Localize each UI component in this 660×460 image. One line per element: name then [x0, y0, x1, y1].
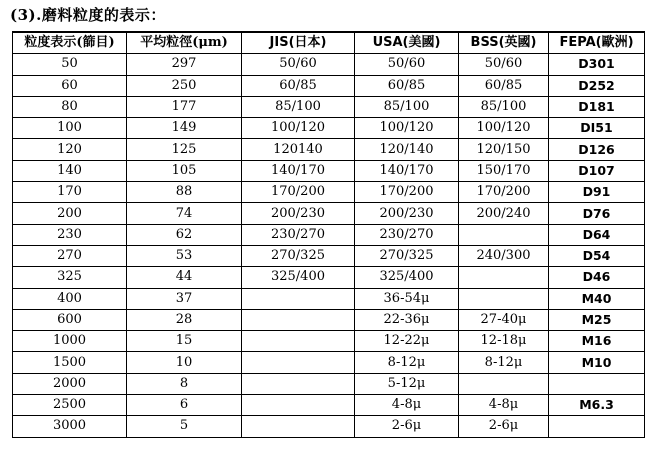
table-row — [13, 182, 645, 203]
cell-jis: 50/60 — [242, 54, 355, 75]
table-body — [13, 54, 645, 437]
cell-avg-diameter: 5 — [127, 416, 242, 437]
header-usa: USA(美國) — [355, 32, 459, 54]
header-jis: JIS(日本) — [242, 32, 355, 54]
cell-grit-mesh: 2000 — [13, 373, 127, 394]
cell-jis: 200/230 — [242, 203, 355, 224]
cell-usa: 5-12μ — [355, 373, 459, 394]
cell-jis — [242, 352, 355, 373]
cell-fepa: M16 — [549, 331, 645, 352]
cell-usa: 36-54μ — [355, 288, 459, 309]
cell-bss — [459, 267, 549, 288]
section-heading: (3).磨料粒度的表示： — [10, 6, 166, 24]
cell-jis — [242, 416, 355, 437]
cell-fepa: D91 — [549, 182, 645, 203]
cell-fepa: D64 — [549, 224, 645, 245]
table-row — [13, 118, 645, 139]
cell-avg-diameter: 28 — [127, 309, 242, 330]
cell-grit-mesh: 170 — [13, 182, 127, 203]
cell-usa: 140/170 — [355, 160, 459, 181]
table-row — [13, 267, 645, 288]
table-row — [13, 160, 645, 181]
cell-usa: 85/100 — [355, 96, 459, 117]
cell-avg-diameter: 8 — [127, 373, 242, 394]
cell-grit-mesh: 1000 — [13, 331, 127, 352]
table-row — [13, 288, 645, 309]
table-row — [13, 139, 645, 160]
cell-avg-diameter: 53 — [127, 245, 242, 266]
cell-usa: 12-22μ — [355, 331, 459, 352]
header-grit-mesh: 粒度表示(篩目) — [13, 32, 127, 54]
cell-fepa: D181 — [549, 96, 645, 117]
cell-jis: 120140 — [242, 139, 355, 160]
cell-fepa: M10 — [549, 352, 645, 373]
cell-fepa: D301 — [549, 54, 645, 75]
cell-avg-diameter: 62 — [127, 224, 242, 245]
cell-usa: 170/200 — [355, 182, 459, 203]
header-bss: BSS(英國) — [459, 32, 549, 54]
cell-fepa: M40 — [549, 288, 645, 309]
cell-jis — [242, 309, 355, 330]
table-row — [13, 96, 645, 117]
cell-bss: 200/240 — [459, 203, 549, 224]
cell-bss: 8-12μ — [459, 352, 549, 373]
cell-fepa: DI51 — [549, 118, 645, 139]
cell-usa: 120/140 — [355, 139, 459, 160]
cell-grit-mesh: 200 — [13, 203, 127, 224]
cell-usa: 4-8μ — [355, 395, 459, 416]
cell-avg-diameter: 37 — [127, 288, 242, 309]
cell-jis — [242, 288, 355, 309]
table-row — [13, 309, 645, 330]
cell-grit-mesh: 2500 — [13, 395, 127, 416]
cell-usa: 230/270 — [355, 224, 459, 245]
cell-grit-mesh: 3000 — [13, 416, 127, 437]
cell-avg-diameter: 177 — [127, 96, 242, 117]
cell-bss — [459, 288, 549, 309]
cell-bss: 170/200 — [459, 182, 549, 203]
cell-bss: 12-18μ — [459, 331, 549, 352]
cell-avg-diameter: 15 — [127, 331, 242, 352]
cell-usa: 22-36μ — [355, 309, 459, 330]
cell-bss: 60/85 — [459, 75, 549, 96]
cell-jis: 270/325 — [242, 245, 355, 266]
cell-usa: 8-12μ — [355, 352, 459, 373]
cell-usa: 60/85 — [355, 75, 459, 96]
table-row — [13, 245, 645, 266]
cell-avg-diameter: 250 — [127, 75, 242, 96]
cell-bss: 27-40μ — [459, 309, 549, 330]
cell-grit-mesh: 60 — [13, 75, 127, 96]
cell-grit-mesh: 140 — [13, 160, 127, 181]
cell-fepa: D76 — [549, 203, 645, 224]
table-row — [13, 224, 645, 245]
header-fepa: FEPA(歐洲) — [549, 32, 645, 54]
cell-fepa: M25 — [549, 309, 645, 330]
cell-grit-mesh: 400 — [13, 288, 127, 309]
cell-avg-diameter: 6 — [127, 395, 242, 416]
grit-size-table — [12, 31, 645, 438]
cell-jis — [242, 331, 355, 352]
cell-bss — [459, 373, 549, 394]
table-row — [13, 395, 645, 416]
cell-bss: 150/170 — [459, 160, 549, 181]
cell-grit-mesh: 600 — [13, 309, 127, 330]
cell-avg-diameter: 44 — [127, 267, 242, 288]
cell-grit-mesh: 325 — [13, 267, 127, 288]
header-row — [13, 32, 645, 54]
cell-bss: 240/300 — [459, 245, 549, 266]
cell-usa: 200/230 — [355, 203, 459, 224]
cell-jis: 170/200 — [242, 182, 355, 203]
cell-usa: 100/120 — [355, 118, 459, 139]
cell-grit-mesh: 80 — [13, 96, 127, 117]
cell-jis: 140/170 — [242, 160, 355, 181]
cell-bss: 4-8μ — [459, 395, 549, 416]
cell-grit-mesh: 120 — [13, 139, 127, 160]
cell-fepa: D107 — [549, 160, 645, 181]
table-header — [13, 32, 645, 54]
cell-fepa: D46 — [549, 267, 645, 288]
cell-grit-mesh: 100 — [13, 118, 127, 139]
table-row — [13, 331, 645, 352]
cell-usa: 2-6μ — [355, 416, 459, 437]
cell-fepa: D252 — [549, 75, 645, 96]
cell-grit-mesh: 230 — [13, 224, 127, 245]
cell-avg-diameter: 125 — [127, 139, 242, 160]
cell-jis: 325/400 — [242, 267, 355, 288]
cell-jis: 60/85 — [242, 75, 355, 96]
cell-avg-diameter: 88 — [127, 182, 242, 203]
cell-bss: 120/150 — [459, 139, 549, 160]
cell-bss: 2-6μ — [459, 416, 549, 437]
cell-avg-diameter: 10 — [127, 352, 242, 373]
cell-fepa: M6.3 — [549, 395, 645, 416]
cell-bss: 85/100 — [459, 96, 549, 117]
table-row — [13, 352, 645, 373]
table-row — [13, 416, 645, 437]
cell-bss: 100/120 — [459, 118, 549, 139]
table-row — [13, 54, 645, 75]
cell-usa: 270/325 — [355, 245, 459, 266]
table-row — [13, 75, 645, 96]
table-row — [13, 203, 645, 224]
cell-fepa: D54 — [549, 245, 645, 266]
cell-usa: 50/60 — [355, 54, 459, 75]
cell-avg-diameter: 105 — [127, 160, 242, 181]
cell-bss: 50/60 — [459, 54, 549, 75]
cell-bss — [459, 224, 549, 245]
cell-grit-mesh: 270 — [13, 245, 127, 266]
header-avg-diameter: 平均粒徑(μm) — [127, 32, 242, 54]
cell-jis: 230/270 — [242, 224, 355, 245]
cell-jis: 85/100 — [242, 96, 355, 117]
cell-jis — [242, 373, 355, 394]
cell-grit-mesh: 1500 — [13, 352, 127, 373]
cell-fepa — [549, 373, 645, 394]
cell-jis — [242, 395, 355, 416]
cell-fepa: D126 — [549, 139, 645, 160]
cell-jis: 100/120 — [242, 118, 355, 139]
cell-usa: 325/400 — [355, 267, 459, 288]
cell-avg-diameter: 74 — [127, 203, 242, 224]
cell-fepa — [549, 416, 645, 437]
table-row — [13, 373, 645, 394]
cell-avg-diameter: 297 — [127, 54, 242, 75]
cell-grit-mesh: 50 — [13, 54, 127, 75]
cell-avg-diameter: 149 — [127, 118, 242, 139]
